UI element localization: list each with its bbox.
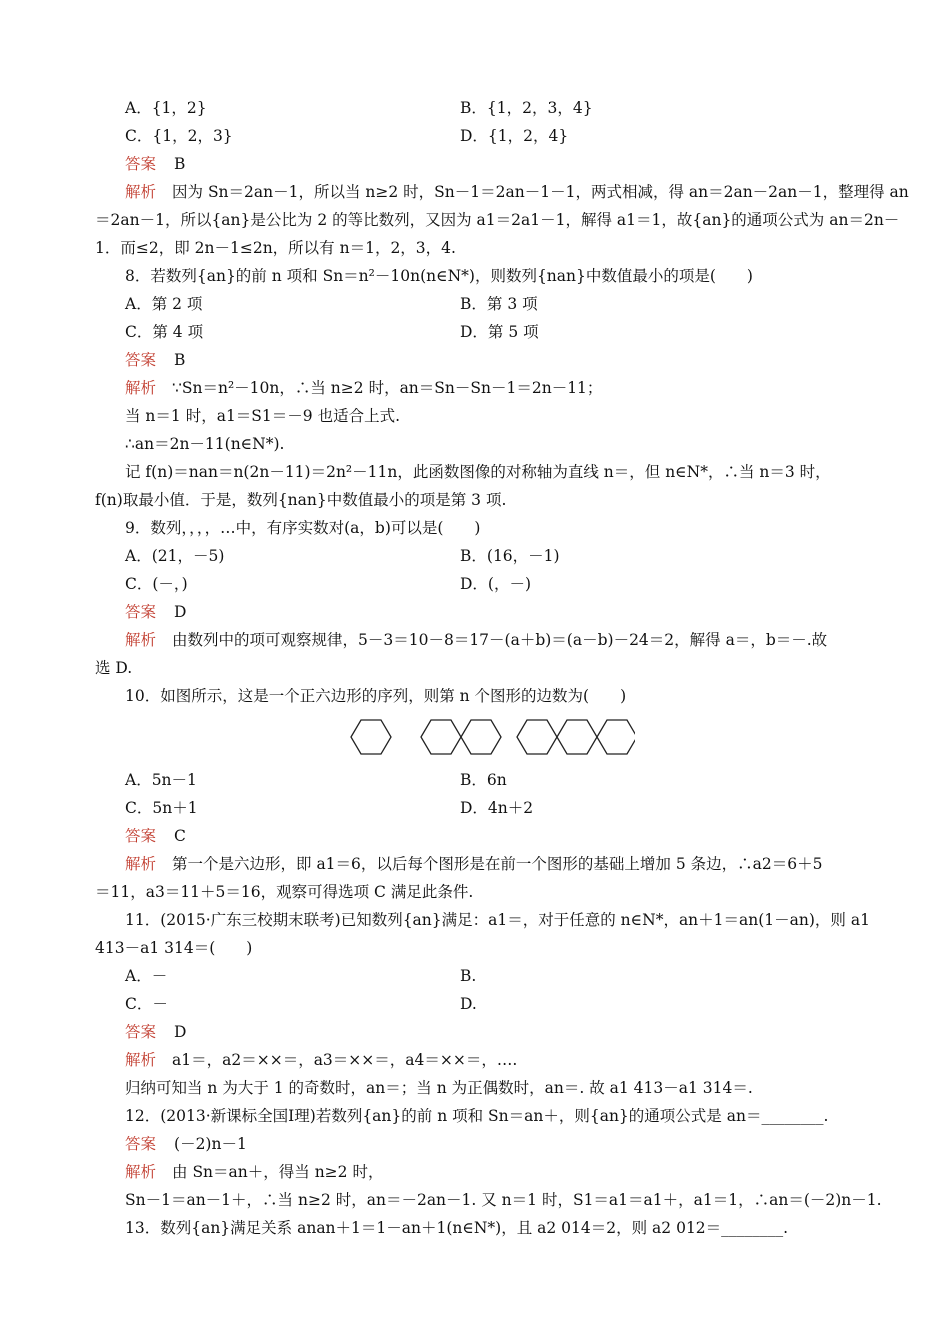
text-line: 记 f(n)＝nan＝n(2n－11)＝2n²－11n，此函数图像的对称轴为直线 n＝，但 n∈N*，∴当 n＝3 时， [125, 463, 831, 481]
answer-label: 答案 [125, 1023, 157, 1041]
hexagon-shape [597, 720, 635, 754]
hexagon-shape [351, 720, 391, 754]
text-line: 当 n＝1 时，a1＝S1＝－9 也适合上式. [125, 407, 400, 425]
answer-label: 答案 [125, 351, 157, 369]
option-a: A．第 2 项 [125, 295, 203, 313]
analysis-line: 解析 由 Sn＝an＋，得当 n≥2 时， [125, 1163, 384, 1181]
option-a: A．{1，2} [125, 99, 207, 117]
option-d: D．4n＋2 [460, 799, 534, 817]
hexagon-shape [557, 720, 597, 754]
option-b: B．(16，－1) [460, 547, 560, 565]
text-line: 选 D. [95, 659, 133, 677]
text-line: f(n)取最小值．于是，数列{nan}中数值最小的项是第 3 项. [95, 491, 507, 509]
analysis-line: 解析 由数列中的项可观察规律，5－3＝10－8＝17－(a＋b)＝(a－b)－24＝2，解得 a＝，b＝－.故 [125, 631, 828, 649]
text-line: Sn－1＝an－1＋，∴当 n≥2 时，an＝－2an－1. 又 n＝1 时，S1＝a1＝a1＋，a1＝1，∴an＝(－2)n－1. [125, 1191, 882, 1209]
option-b: B. [460, 967, 477, 985]
answer-line: 答案 B [125, 155, 186, 173]
option-a: A．5n－1 [125, 771, 197, 789]
answer-line: 答案 (－2)n－1 [125, 1135, 247, 1153]
option-c: C．(－，) [125, 575, 188, 593]
option-b: B．6n [460, 771, 507, 789]
analysis-label: 解析 [125, 1163, 157, 1181]
answer-line: 答案 D [125, 603, 187, 621]
option-c: C．第 4 项 [125, 323, 204, 341]
hexagon-sequence-figure [345, 712, 635, 762]
answer-label: 答案 [125, 603, 157, 621]
question-10: 10．如图所示，这是一个正六边形的序列，则第 n 个图形的边数为( ) [125, 687, 627, 705]
option-c: C．－ [125, 995, 168, 1013]
answer-line: 答案 D [125, 1023, 187, 1041]
analysis-label: 解析 [125, 379, 157, 397]
text-line: 413－a1 314＝( ) [95, 939, 253, 957]
option-a: A．(21，－5) [125, 547, 225, 565]
text-line: ＝2an－1，所以{an}是公比为 2 的等比数列，又因为 a1＝2a1－1，解得 a1＝1，故{an}的通项公式为 an＝2n－ [95, 211, 900, 229]
analysis-label: 解析 [125, 1051, 157, 1069]
option-d: D．第 5 项 [460, 323, 539, 341]
option-c: C．{1，2，3} [125, 127, 233, 145]
answer-label: 答案 [125, 827, 157, 845]
answer-line: 答案 B [125, 351, 186, 369]
answer-label: 答案 [125, 155, 157, 173]
question-11: 11．(2015·广东三校期末联考)已知数列{an}满足：a1＝，对于任意的 n∈N*，an＋1＝an(1－an)，则 a1 [125, 911, 870, 929]
text-line: ∴an＝2n－11(n∈N*). [125, 435, 285, 453]
analysis-line: 解析 a1＝，a2＝××＝，a3＝××＝，a4＝××＝，…. [125, 1051, 518, 1069]
text-line: 归纳可知当 n 为大于 1 的奇数时，an＝；当 n 为正偶数时，an＝. 故 a1 413－a1 314＝. [125, 1079, 753, 1097]
hexagon-shape [461, 720, 501, 754]
hexagon-shape [517, 720, 557, 754]
analysis-line: 解析 因为 Sn＝2an－1，所以当 n≥2 时，Sn－1＝2an－1－1，两式相减，得 an＝2an－2an－1，整理得 an [125, 183, 909, 201]
analysis-line: 解析 第一个是六边形，即 a1＝6，以后每个图形是在前一个图形的基础上增加 5 条边，∴a2＝6＋5 [125, 855, 823, 873]
option-d: D. [460, 995, 477, 1013]
text-line: ＝11，a3＝11＋5＝16，观察可得选项 C 满足此条件. [95, 883, 474, 901]
answer-line: 答案 C [125, 827, 186, 845]
option-c: C．5n＋1 [125, 799, 198, 817]
hexagon-shape [421, 720, 461, 754]
question-13: 13．数列{an}满足关系 anan＋1＝1－an＋1(n∈N*)，且 a2 014＝2，则 a2 012＝________. [125, 1219, 789, 1237]
question-9: 9．数列，，，，…中，有序实数对(a，b)可以是( ) [125, 519, 481, 537]
option-d: D．(，－) [460, 575, 532, 593]
question-8: 8．若数列{an}的前 n 项和 Sn＝n²－10n(n∈N*)，则数列{nan}中数值最小的项是( ) [125, 267, 753, 285]
analysis-line: 解析 ∵Sn＝n²－10n，∴当 n≥2 时，an＝Sn－Sn－1＝2n－11； [125, 379, 603, 397]
answer-label: 答案 [125, 1135, 157, 1153]
question-12: 12．(2013·新课标全国Ⅰ理)若数列{an}的前 n 项和 Sn＝an＋，则{an}的通项公式是 an＝________. [125, 1107, 829, 1125]
option-b: B．第 3 项 [460, 295, 538, 313]
option-d: D．{1，2，4} [460, 127, 569, 145]
option-a: A．－ [125, 967, 168, 985]
text-line: 1．而≤2，即 2n－1≤2n，所以有 n＝1，2，3，4. [95, 239, 456, 257]
analysis-label: 解析 [125, 183, 157, 201]
option-b: B．{1，2，3，4} [460, 99, 593, 117]
analysis-label: 解析 [125, 631, 157, 649]
analysis-label: 解析 [125, 855, 157, 873]
